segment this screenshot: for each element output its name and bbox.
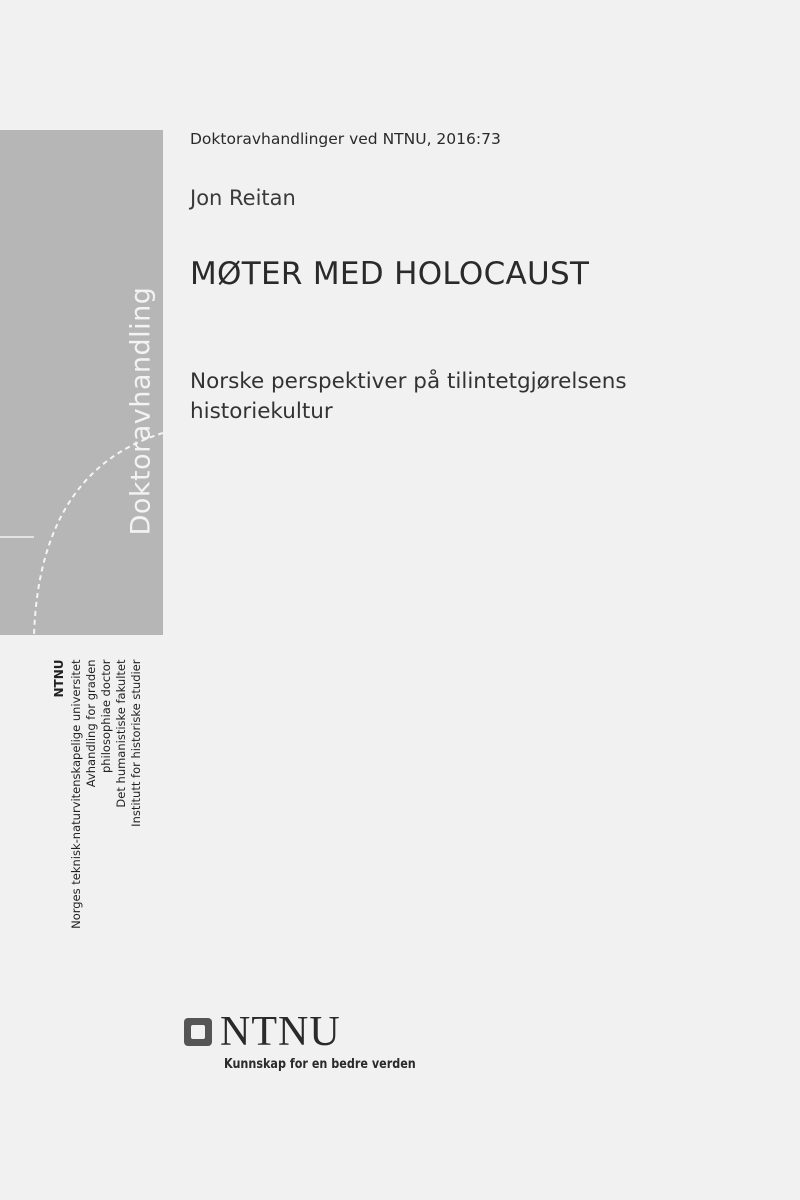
author-name: Jon Reitan <box>190 186 296 210</box>
subtitle-line: historiekultur <box>190 399 333 424</box>
ntnu-wordmark: NTNU <box>220 1009 341 1055</box>
band-word-container <box>117 280 165 542</box>
thesis-subtitle <box>190 367 750 427</box>
institution-line: Institutt for historiske studier <box>129 659 143 827</box>
thesis-title: MØTER MED HOLOCAUST <box>190 256 590 292</box>
subtitle-line: Norske perspektiver på tilintetgjørelsens <box>190 369 627 394</box>
institution-line: Norges teknisk-naturvitenskapelige universitet <box>69 659 83 929</box>
institution-line: philosophiae doctor <box>99 659 113 774</box>
institution-line: Avhandling for graden <box>84 659 98 788</box>
institution-line: Det humanistiske fakultet <box>114 659 128 808</box>
ntnu-tagline: Kunnskap for en bedre verden <box>224 1057 416 1072</box>
ntnu-logo-mark-icon <box>184 1018 212 1046</box>
institution-block <box>52 660 164 985</box>
band-word: Doktoravhandling <box>125 286 157 536</box>
series-line: Doktoravhandlinger ved NTNU, 2016:73 <box>190 130 501 148</box>
gray-band <box>0 130 163 635</box>
institution-abbr: NTNU <box>52 659 66 698</box>
